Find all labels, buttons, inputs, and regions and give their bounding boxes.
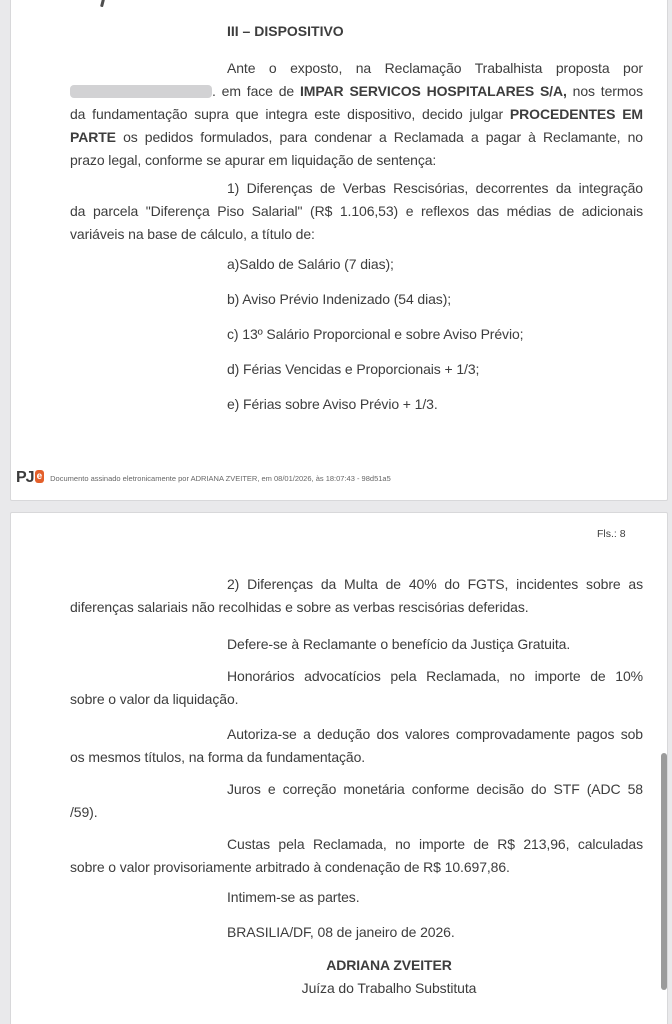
paragraph-honorarios: [70, 665, 643, 711]
text-line: da parcela "Diferença Piso Salarial" (R$ 1.106,53) e reflexos das médias de adicionais: [70, 203, 643, 219]
signature-block: [70, 954, 672, 1000]
paragraph-multa-fgts: [70, 573, 643, 619]
text-segment: nos termos: [566, 83, 643, 99]
paragraph-ante-o-exposto: [70, 57, 643, 172]
text-line: prazo legal, conforme se apurar em liquidação de sentença:: [70, 152, 437, 168]
text-line: os mesmos títulos, na forma da fundamentação.: [70, 749, 366, 765]
paragraph-deducao: [70, 723, 643, 769]
text-line: 1) Diferenças de Verbas Rescisórias, decorrentes da integração: [227, 180, 643, 196]
text-line: 2) Diferenças da Multa de 40% do FGTS, incidentes sobre as: [227, 576, 643, 592]
text-line: variáveis na base de cálculo, a título de:: [70, 226, 315, 242]
text-line: [70, 126, 643, 149]
text-line: Custas pela Reclamada, no importe de R$ 213,96, calculadas: [227, 836, 643, 852]
dateline: [70, 921, 643, 944]
text-line: Defere-se à Reclamante o benefício da Justiça Gratuita.: [227, 636, 571, 652]
verdict-bold: PROCEDENTES EM: [509, 106, 643, 122]
text-line: /59).: [70, 804, 98, 820]
signature-text: Documento assinado eletronicamente por ADRIANA ZVEITER, em 08/01/2026, às 18:07:43 - 98d51a5: [50, 473, 391, 483]
cutoff-text-fragment: [100, 0, 105, 7]
paragraph-juros: [70, 778, 643, 824]
text-line: sobre o valor da liquidação.: [70, 691, 239, 707]
text-line: Honorários advocatícios pela Reclamada, no importe de 10%: [227, 668, 643, 684]
paragraph-verbas-rescisorias: [70, 177, 643, 246]
text-line: BRASILIA/DF, 08 de janeiro de 2026.: [227, 924, 455, 940]
section-heading-dispositivo: III – DISPOSITIVO: [227, 23, 344, 39]
party-name-bold: IMPAR SERVICOS HOSPITALARES S/A,: [300, 83, 567, 99]
text-line: sobre o valor provisoriamente arbitrado à condenação de R$ 10.697,86.: [70, 859, 510, 875]
document-page-8: [10, 512, 668, 1024]
list-verbas-items: [70, 253, 643, 428]
signer-title: Juíza do Trabalho Substituta: [301, 980, 477, 996]
text-line: diferenças salariais não recolhidas e sobre as verbas rescisórias deferidas.: [70, 599, 529, 615]
signer-name: ADRIANA ZVEITER: [326, 957, 452, 973]
scrollbar-thumb[interactable]: [661, 753, 667, 990]
list-item: a)Saldo de Salário (7 dias);: [227, 256, 394, 272]
paragraph-custas: [70, 833, 643, 879]
text-segment: da fundamentação supra que integra este dispositivo, decido julgar: [70, 106, 510, 122]
text-line: [70, 80, 643, 103]
text-line: Juros e correção monetária conforme decisão do STF (ADC 58: [227, 781, 643, 797]
list-item: b) Aviso Prévio Indenizado (54 dias);: [227, 291, 452, 307]
document-page-7: [10, 0, 668, 501]
text-segment: . em face de: [212, 83, 300, 99]
pje-logo: [16, 470, 44, 486]
list-item: e) Férias sobre Aviso Prévio + 1/3.: [227, 396, 438, 412]
paragraph-justica-gratuita: [70, 633, 643, 656]
text-line: Intimem-se as partes.: [227, 889, 360, 905]
text-line: [70, 103, 643, 126]
redaction-bar: [70, 85, 212, 98]
paragraph-intimem-se: [70, 886, 643, 909]
folio-number: Fls.: 8: [597, 528, 626, 540]
electronic-signature-footer: [16, 470, 391, 486]
list-item: c) 13º Salário Proporcional e sobre Aviso Prévio;: [227, 326, 524, 342]
text-line: Ante o exposto, na Reclamação Trabalhista proposta por: [227, 60, 643, 76]
text-line: Autoriza-se a dedução dos valores comprovadamente pagos sob: [227, 726, 643, 742]
pje-logo-e: e: [36, 471, 43, 482]
verdict-bold: PARTE: [70, 129, 116, 145]
text-segment: os pedidos formulados, para condenar a Reclamada a pagar à Reclamante, no: [115, 129, 643, 145]
list-item: d) Férias Vencidas e Proporcionais + 1/3;: [227, 361, 480, 377]
pje-logo-pj: PJ: [16, 469, 34, 486]
